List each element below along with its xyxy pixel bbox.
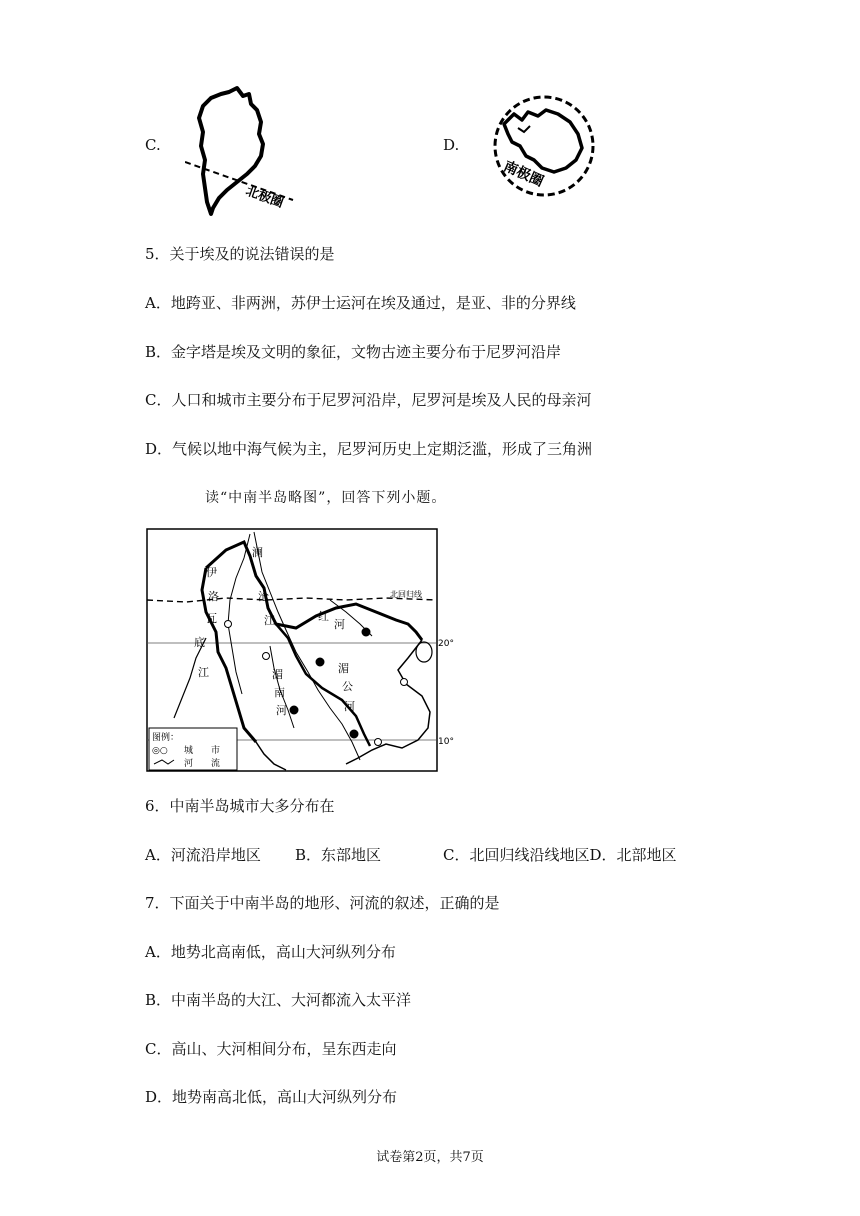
option-d-label: D. — [443, 136, 460, 154]
legend-city-symbol: ◎○ — [152, 746, 168, 756]
arctic-circle-label: 北极圈 — [243, 183, 286, 212]
city-chiangmai — [263, 653, 270, 660]
option-c-label: C. — [145, 136, 161, 154]
label-menam-1: 湄 — [272, 668, 283, 681]
label-menam-3: 河 — [276, 704, 287, 717]
label-lat20: 20° — [438, 639, 454, 649]
q6-option-a: A．河流沿岸地区 — [145, 846, 261, 864]
q6-option-c: C．北回归线沿线地区 — [443, 846, 590, 864]
page-footer: 试卷第2页，共7页 — [376, 1150, 484, 1165]
q7-option-b: B．中南半岛的大江、大河都流入太平洋 — [145, 991, 412, 1009]
q6-option-b: B．东部地区 — [295, 846, 382, 864]
q6-option-d: D．北部地区 — [589, 846, 677, 864]
legend-city-text: 城 市 — [184, 746, 221, 756]
q5-stem: 5．关于埃及的说法错误的是 — [145, 245, 335, 263]
city-mandalay — [225, 621, 232, 628]
q6-options — [145, 845, 677, 865]
label-yiluo-3: 瓦 — [206, 612, 217, 625]
label-menam-2: 南 — [274, 686, 285, 699]
greenland-map-figure — [185, 82, 295, 217]
label-hong-1: 红 — [318, 610, 329, 623]
label-yiluo-4: 底 — [194, 636, 205, 649]
antarctica-map-figure — [488, 94, 603, 202]
label-mei-3: 河 — [344, 700, 355, 713]
q5-option-b: B．金字塔是埃及文明的象征，文物古迹主要分布于尼罗河沿岸 — [145, 343, 562, 361]
label-yiluo-2: 洛 — [208, 590, 219, 603]
city-hochiminh — [375, 739, 382, 746]
city-phnompenh — [350, 730, 358, 738]
q7-option-d: D．地势南高北低，高山大河纵列分布 — [145, 1088, 398, 1106]
label-lat10: 10° — [438, 737, 454, 747]
map-instruction: 读“中南半岛略图”，回答下列小题。 — [205, 490, 447, 506]
label-mei-2: 公 — [342, 680, 353, 693]
antarctic-circle-label: 南极圈 — [500, 158, 546, 191]
q5-option-c: C．人口和城市主要分布于尼罗河沿岸，尼罗河是埃及人民的母亲河 — [145, 391, 592, 409]
legend-river-text: 河 流 — [184, 759, 221, 769]
label-mei-1: 湄 — [338, 662, 349, 675]
city-hanoi — [362, 628, 370, 636]
city-bangkok — [290, 706, 298, 714]
q5-option-a: A．地跨亚、非两洲，苏伊士运河在埃及通过，是亚、非的分界线 — [145, 294, 576, 312]
q6-stem: 6．中南半岛城市大多分布在 — [145, 797, 335, 815]
city-hue — [401, 679, 408, 686]
q7-stem: 7．下面关于中南半岛的地形、河流的叙述，正确的是 — [145, 894, 500, 912]
label-lancang-3: 江 — [264, 614, 275, 627]
indochina-map — [146, 528, 458, 773]
q7-option-a: A．地势北高南低，高山大河纵列分布 — [145, 943, 396, 961]
label-yiluo-5: 江 — [198, 666, 209, 679]
q7-option-c: C．高山、大河相间分布，呈东西走向 — [145, 1040, 397, 1058]
label-lancang-2: 沧 — [258, 590, 269, 603]
city-vientiane — [316, 658, 324, 666]
legend-title: 图例： — [152, 733, 180, 743]
label-hong-2: 河 — [334, 618, 345, 631]
label-yiluo-1: 伊 — [206, 566, 217, 579]
label-lancang-1: 澜 — [252, 546, 263, 559]
label-tropic: 北回归线 — [390, 590, 422, 599]
q5-option-d: D．气候以地中海气候为主，尼罗河历史上定期泛滥，形成了三角洲 — [145, 440, 593, 458]
